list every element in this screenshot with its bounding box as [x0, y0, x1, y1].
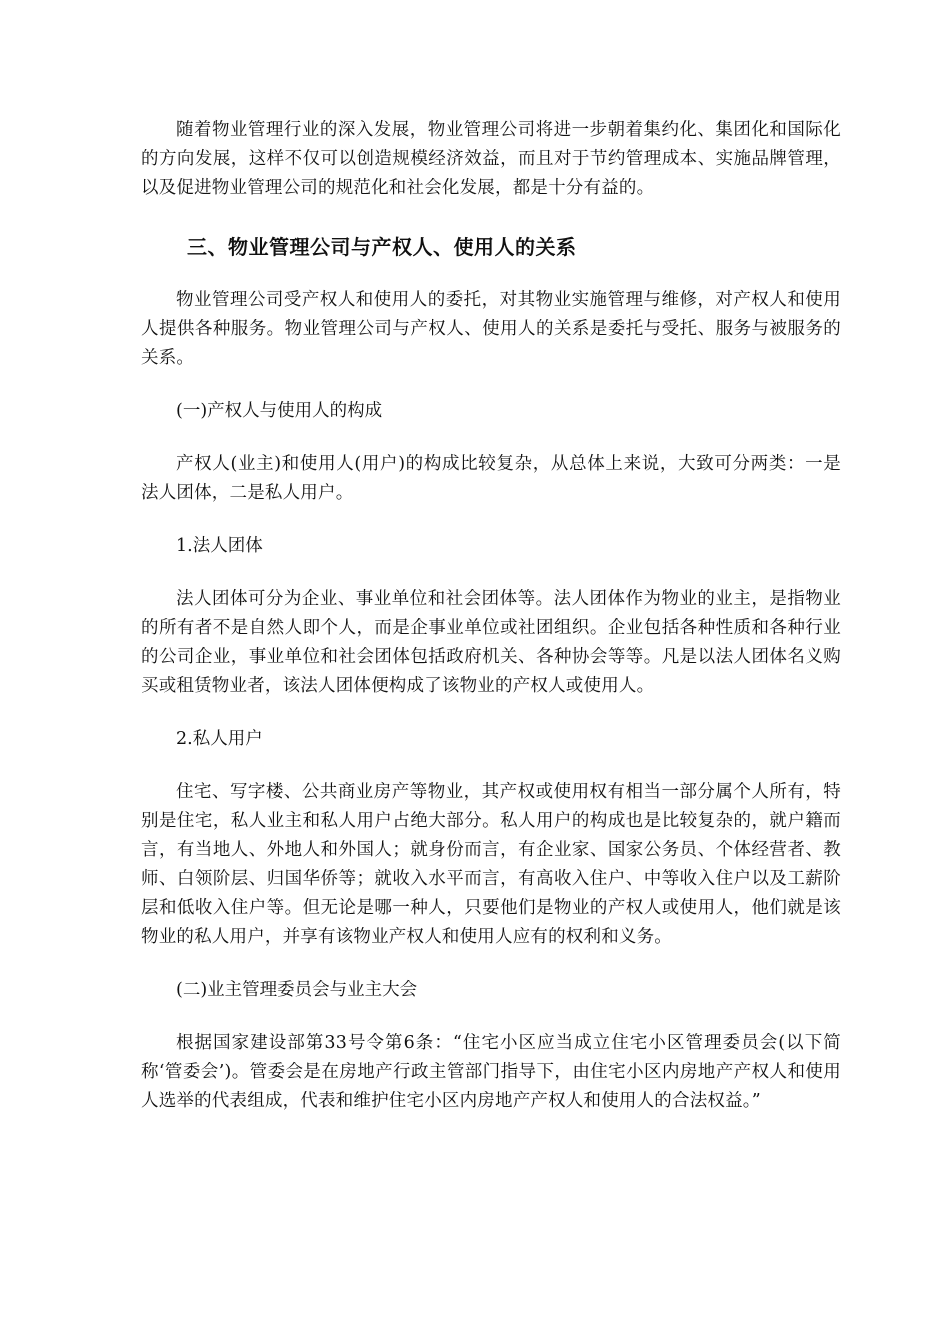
- paragraph-private-user: 住宅、写字楼、公共商业房产等物业，其产权或使用权有相当一部分属个人所有，特别是住宅，私人业主和私人用户占绝大部分。私人用户的构成也是比较复杂的，就户籍而言，有当地人、外地人和外国人；就身份而言，有企业家、国家公务员、个体经营者、教师、白领阶层、归国华侨等；就收入水平而言，有高收入住户、中等收入住户以及工薪阶层和低收入住户等。但无论是哪一种人，只要他们是物业的产权人或使用人，他们就是该物业的私人用户，并享有该物业产权人和使用人应有的权利和义务。: [141, 782, 841, 947]
- spacer: [141, 426, 841, 450]
- subheading-owners-committee: (二)业主管理委员会与业主大会: [176, 980, 418, 1000]
- subheading-composition: (一)产权人与使用人的构成: [176, 401, 383, 421]
- paragraph-development-trend: 随着物业管理行业的深入发展，物业管理公司将进一步朝着集约化、集团化和国际化的方向发展，这样不仅可以创造规模经济效益，而且对于节约管理成本、实施品牌管理，以及促进物业管理公司的规范化和社会化发展，都是十分有益的。: [141, 120, 841, 198]
- paragraph-relationship: 物业管理公司受产权人和使用人的委托，对其物业实施管理与维修，对产权人和使用人提供各种服务。物业管理公司与产权人、使用人的关系是委托与受托、服务与被服务的关系。: [141, 290, 841, 368]
- paragraph-legal-entity: 法人团体可分为企业、事业单位和社会团体等。法人团体作为物业的业主，是指物业的所有者不是自然人即个人，而是企事业单位或社团组织。企业包括各种性质和各种行业的公司企业，事业单位和社会团体包括政府机关、各种协会等等。凡是以法人团体名义购买或租赁物业者，该法人团体便构成了该物业的产权人或使用人。: [141, 589, 841, 696]
- spacer: [141, 508, 841, 532]
- spacer: [141, 373, 841, 397]
- spacer: [141, 701, 841, 725]
- spacer: [141, 754, 841, 778]
- section-heading: 三、物业管理公司与产权人、使用人的关系: [187, 235, 577, 259]
- subheading-private-user: 2.私人用户: [176, 729, 263, 749]
- spacer: [141, 561, 841, 585]
- subheading-legal-entity: 1.法人团体: [176, 536, 263, 556]
- spacer: [141, 952, 841, 976]
- spacer: [141, 262, 841, 286]
- paragraph-composition: 产权人(业主)和使用人(用户)的构成比较复杂，从总体上来说，大致可分两类：一是法人团体，二是私人用户。: [141, 454, 841, 503]
- document-page: [141, 116, 841, 1116]
- paragraph-regulation-quote: 根据国家建设部第33号令第6条：“住宅小区应当成立住宅小区管理委员会(以下简称‘管委会’)。管委会是在房地产行政主管部门指导下，由住宅小区内房地产产权人和使用人选举的代表组成，代表和维护住宅小区内房地产产权人和使用人的合法权益。”: [141, 1033, 841, 1111]
- spacer: [141, 203, 841, 233]
- spacer: [141, 1005, 841, 1029]
